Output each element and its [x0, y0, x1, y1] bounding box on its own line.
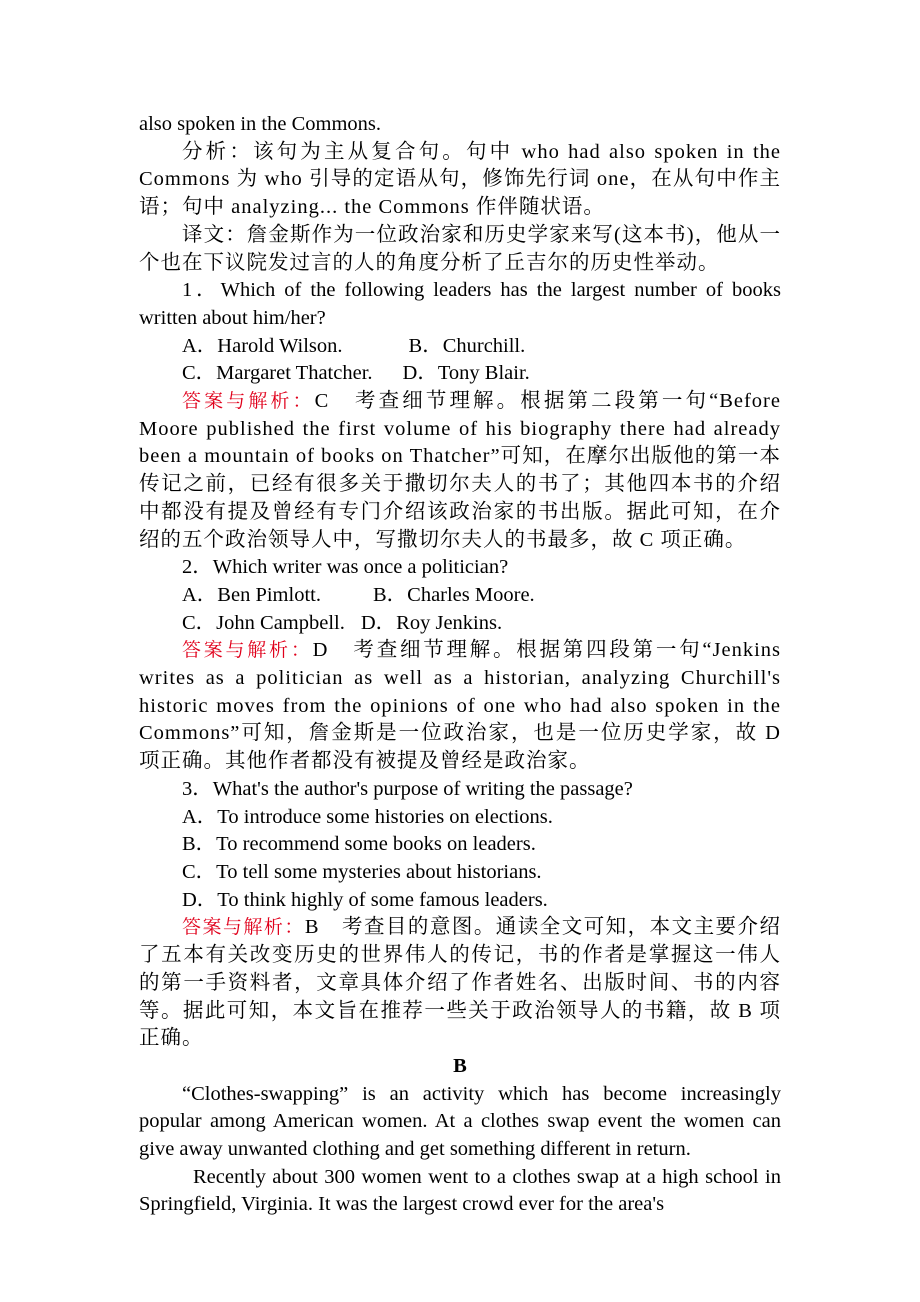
option-d: D．Tony Blair. [402, 362, 530, 385]
question-3-option-b: B．To recommend some books on leaders. [182, 833, 536, 856]
question-3-answer [139, 914, 781, 1053]
option-c: C．Margaret Thatcher. [182, 362, 373, 385]
question-3-option-d: D．To think highly of some famous leaders. [182, 888, 548, 911]
option-d: D．Roy Jenkins. [360, 611, 503, 634]
section-heading: B [453, 1054, 467, 1077]
answer-label: 答案与解析： [182, 390, 315, 413]
document-body [139, 111, 781, 1219]
option-b: B．Charles Moore. [372, 583, 535, 606]
question-1-stem: 1．Which of the following leaders has the largest number of books written about him/her? [139, 279, 781, 329]
question-2-answer [139, 637, 781, 776]
question-2-options-row-2 [139, 610, 781, 638]
question-3-option-a: A．To introduce some histories on elections. [182, 805, 553, 828]
question-1-answer [139, 388, 781, 554]
question-2-stem: 2．Which writer was once a politician? [182, 556, 509, 579]
answer-text: B 考查目的意图。通读全文可知，本文主要介绍了五本有关改变历史的世界伟人的传记，书的作者是掌握这一伟人的第一手资料者，文章具体介绍了作者姓名、出版时间、书的内容等。据此可知，本文旨在推荐一些关于政治领导人的书籍，故 B 项正确。 [139, 916, 781, 1050]
answer-label: 答案与解析： [182, 639, 313, 662]
question-1-options-row-2 [139, 360, 781, 388]
analysis-paragraph: 分析：该句为主从复合句。句中 who had also spoken in the Commons 为 who 引导的定语从句，修饰先行词 one，在从句中作主语；句中 analyzing... the Commons 作伴随状语。 [139, 140, 781, 219]
continued-text: also spoken in the Commons. [139, 113, 382, 135]
answer-text: D 考查细节理解。根据第四段第一句“Jenkins writes as a politician as well as a historian, analyzing Churchill's historic moves from the opinions of one who had also spoken in the Commons”可知，詹金斯是一位政治家，也是一位历史学家，故 D 项正确。其他作者都没有被提及曾经是政治家。 [139, 639, 781, 773]
answer-label: 答案与解析： [182, 916, 305, 939]
translation-paragraph: 译文：詹金斯作为一位政治家和历史学家来写(这本书)，他从一个也在下议院发过言的人的角度分析了丘吉尔的历史性举动。 [139, 223, 781, 274]
question-3-stem: 3．What's the author's purpose of writing the passage? [182, 777, 633, 800]
option-a: A．Ben Pimlott. [182, 583, 321, 606]
passage-paragraph-1: “Clothes-swapping” is an activity which has become increasingly popular among American women. At a clothes swap event the women can give away unwanted clothing and get something different in return. [139, 1082, 781, 1161]
option-a: A．Harold Wilson. [182, 334, 343, 357]
option-b: B．Churchill. [408, 334, 526, 357]
passage-paragraph-2: Recently about 300 women went to a clothes swap at a high school in Springfield, Virginia. It was the largest crowd ever for the area's [139, 1165, 781, 1216]
question-3-option-c: C．To tell some mysteries about historians. [182, 860, 542, 883]
answer-text: C 考查细节理解。根据第二段第一句“Before Moore published the first volume of his biography there had already been a mountain of books on Thatcher”可知，在摩尔出版他的第一本传记之前，已经有很多关于撒切尔夫人的书了；其他四本书的介绍中都没有提及曾经有专门介绍该政治家的书出版。据此可知，在介绍的五个政治领导人中，写撒切尔夫人的书最多，故 C 项正确。 [139, 390, 781, 551]
question-1-options-row-1 [139, 333, 781, 361]
option-c: C．John Campbell. [182, 611, 345, 634]
question-2-options-row-1 [139, 582, 781, 610]
